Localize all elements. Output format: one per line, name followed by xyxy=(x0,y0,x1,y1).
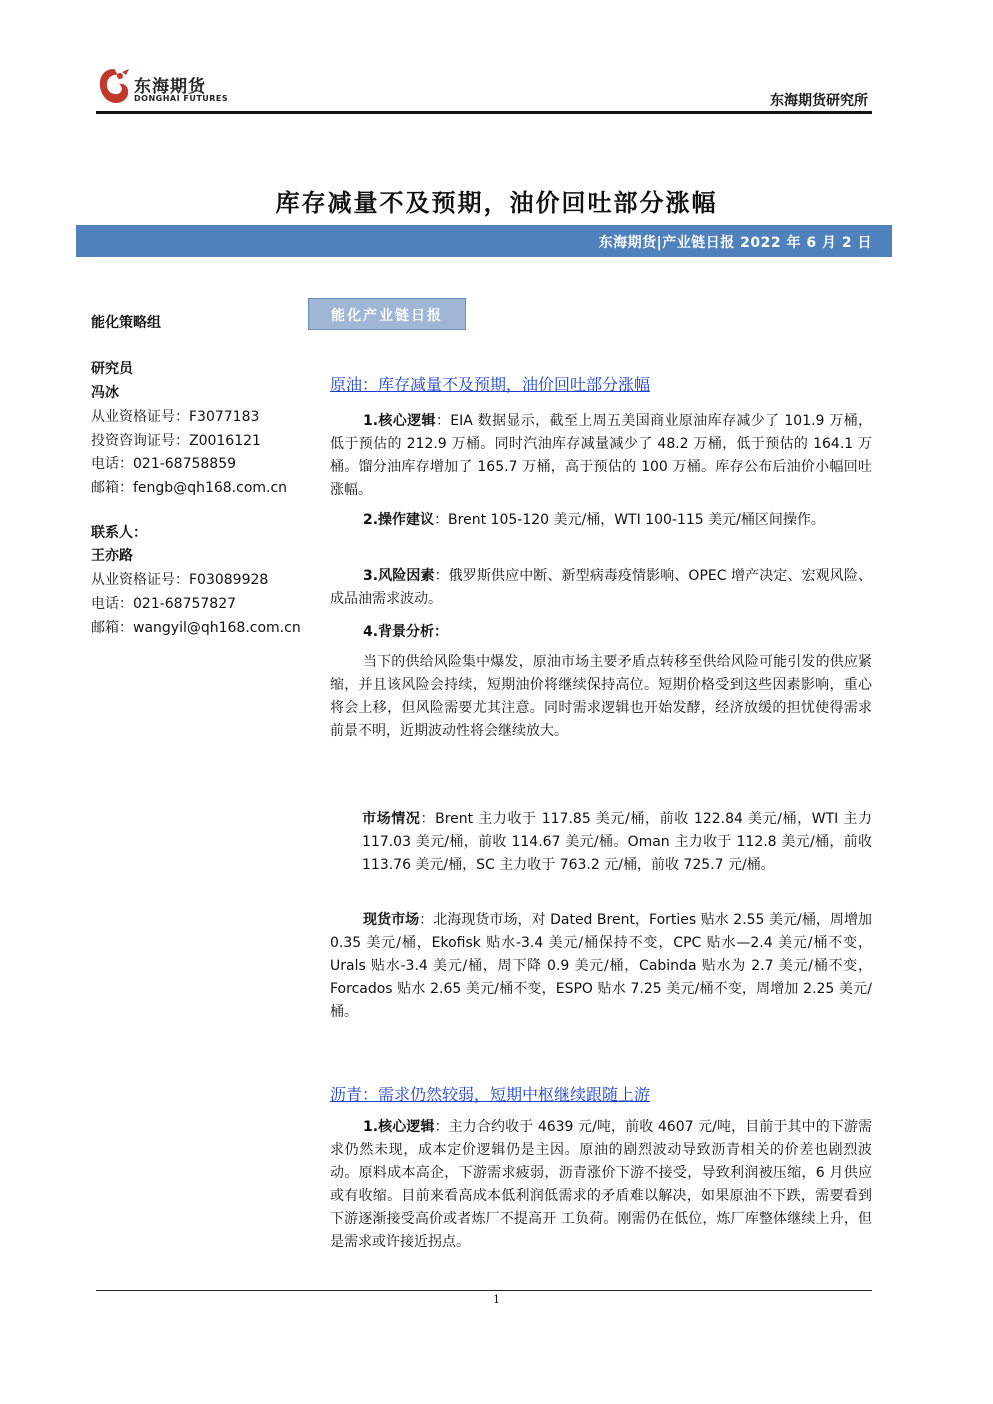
crude-market-text: ：Brent 主力收于 117.85 美元/桶，前收 122.84 美元/桶，WTI 主力 117.03 美元/桶，前收 114.67 美元/桶。Oman 主力收于 112.8 美元/桶，前收 113.76 美元/桶，SC 主力收于 763.2 元/桶，前收 725.7 元/桶。 xyxy=(362,811,872,873)
researcher-email[interactable]: 邮箱：fengb@qh168.com.cn xyxy=(91,480,288,496)
researcher-label: 研究员 xyxy=(91,361,133,377)
asphalt-core-logic-text: ：主力合约收于 4639 元/吨，前收 4607 元/吨，目前于其中的下游需求仍然未现，成本定价逻辑仍是主因。原油的剧烈波动导致沥青相关的价差也剧烈波动。原料成本高企，下游需求疲弱，沥青涨价下游不接受，导致利润被压缩，6 月供应或有收缩。目前来看高成本低利润低需求的矛盾难以解决，如果原油不下跌，需要看到下游逐渐接受高价或者炼厂不提高开 工负荷。刚需仍在低位，炼厂库整体继续上升，但是需求或许接近拐点。 xyxy=(330,1119,873,1250)
asphalt-heading-link[interactable]: 沥青：需求仍然较弱，短期中枢继续跟随上游 xyxy=(330,1085,651,1104)
researcher-phone: 电话：021-68758859 xyxy=(91,456,237,472)
crude-market-label: 市场情况 xyxy=(362,811,421,827)
page-number: 1 xyxy=(493,1293,500,1306)
crude-background-text: 当下的供给风险集中爆发，原油市场主要矛盾点转移至供给风险可能引发的供应紧缩，并且该风险会持续，短期油价将继续保持高位。短期价格受到这些因素影响，重心将会上移，但风险需要尤其注意。同时需求逻辑也开始发酵，经济放缓的担忧使得需求前景不明，近期波动性将会继续放大。 xyxy=(330,654,872,739)
logo-text-en: DONGHAI FUTURES xyxy=(134,94,229,103)
report-banner xyxy=(76,225,892,257)
company-logo xyxy=(96,66,236,112)
crude-core-logic-text: ：EIA 数据显示，截至上周五美国商业原油库存减少了 101.9 万桶，低于预估的 212.9 万桶。同时汽油库存减量减少了 48.2 万桶，低于预估的 164.1 万桶。馏分油库存增加了 165.7 万桶，高于预估的 100 万桶。库存公布后油价小幅回吐涨幅。 xyxy=(330,413,873,498)
section-tag-text: 能化产业链日报 xyxy=(331,308,443,324)
contact-name: 王亦路 xyxy=(91,548,133,564)
crude-operation xyxy=(330,509,872,532)
crude-spot-market xyxy=(330,909,872,1024)
crude-spot-label: 现货市场 xyxy=(363,912,420,928)
crude-background-label-row xyxy=(330,621,872,644)
section-tag xyxy=(308,298,466,330)
researcher-qualification: 从业资格证号：F3077183 xyxy=(91,409,260,425)
banner-text: 东海期货|产业链日报 2022 年 6 月 2 日 xyxy=(598,235,872,251)
crude-risk-text: ：俄罗斯供应中断、新型病毒疫情影响、OPEC 增产决定、宏观风险、成品油需求波动。 xyxy=(330,568,872,607)
header-divider xyxy=(96,111,872,114)
crude-market-status xyxy=(362,808,872,877)
crude-risk xyxy=(330,565,872,611)
crude-core-logic xyxy=(330,410,872,502)
contact-email[interactable]: 邮箱：wangyil@qh168.com.cn xyxy=(91,620,301,636)
contact-label: 联系人： xyxy=(91,525,147,541)
crude-spot-text: ：北海现货市场，对 Dated Brent，Forties 贴水 2.55 美元/桶，周增加 0.35 美元/桶，Ekofisk 贴水-3.4 美元/桶保持不变，CPC 贴水—2.4 美元/桶不变，Urals 贴水-3.4 美元/桶，周下降 0.9 美元/桶，Cabinda 贴水为 2.7 美元/桶不变， Forcados 贴水 2.65 美元/桶不变，ESPO 贴水 7.25 美元/桶不变，周增加 2.25 美元/桶。 xyxy=(330,912,872,1020)
footer-divider xyxy=(96,1290,872,1291)
researcher-name: 冯冰 xyxy=(91,385,119,401)
crude-risk-label: 3.风险因素 xyxy=(363,568,435,584)
researcher-consult: 投资咨询证号：Z0016121 xyxy=(91,433,261,449)
logo-text-cn: 东海期货 xyxy=(134,77,206,97)
document-title: 库存减量不及预期，油价回吐部分涨幅 xyxy=(275,188,718,217)
crude-heading-link[interactable]: 原油：库存减量不及预期，油价回吐部分涨幅 xyxy=(330,375,651,394)
crude-operation-label: 2.操作建议 xyxy=(363,512,435,528)
asphalt-core-logic-label: 1.核心逻辑 xyxy=(363,1119,435,1135)
crude-core-logic-label: 1.核心逻辑 xyxy=(363,413,436,429)
contact-qualification: 从业资格证号：F03089928 xyxy=(91,572,269,588)
contact-phone: 电话：021-68757827 xyxy=(91,596,237,612)
crude-background-label: 4.背景分析： xyxy=(363,624,449,640)
org-name: 东海期货研究所 xyxy=(770,93,868,109)
crude-operation-text: ：Brent 105-120 美元/桶，WTI 100-115 美元/桶区间操作。 xyxy=(434,512,825,528)
asphalt-core-logic xyxy=(330,1116,872,1254)
dragon-logo-icon xyxy=(96,66,132,106)
strategy-group: 能化策略组 xyxy=(91,315,161,331)
